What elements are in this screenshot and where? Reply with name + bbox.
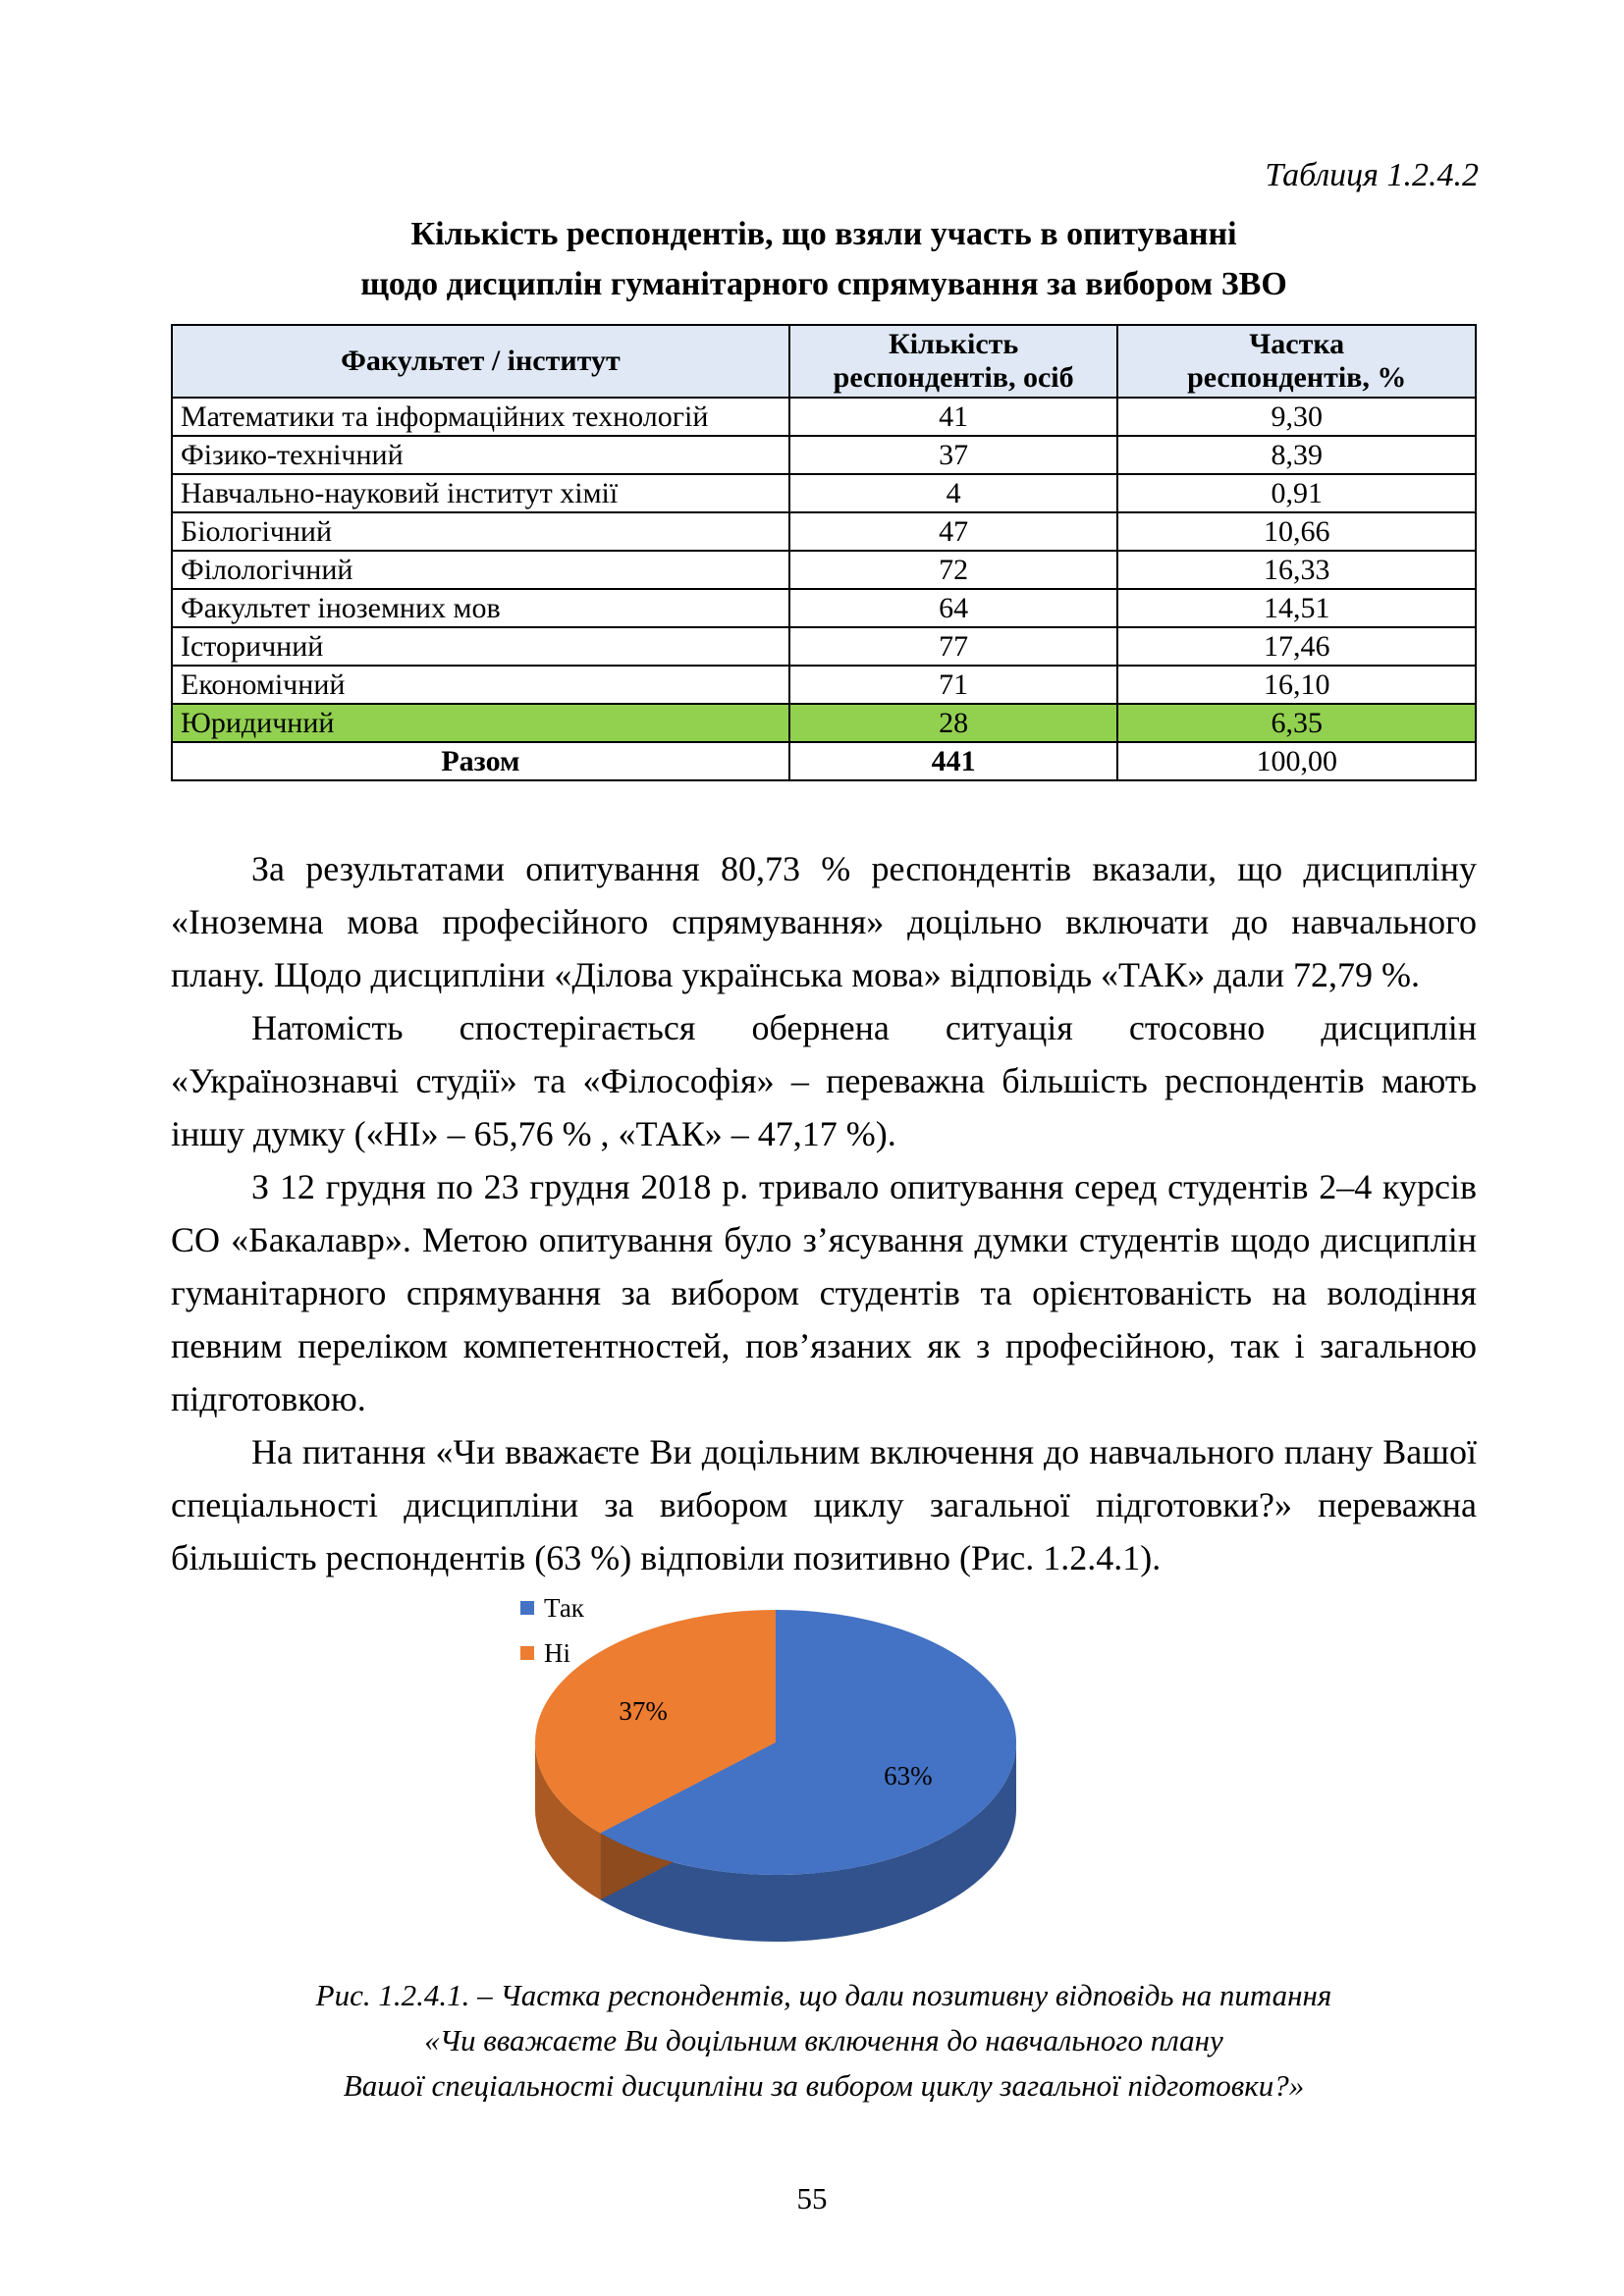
row-count-cell: 37: [789, 436, 1118, 474]
header-count-line-2: респондентів, осіб: [833, 361, 1074, 394]
table-row: [172, 627, 1476, 666]
row-share-cell: 14,51: [1117, 589, 1476, 627]
row-share-cell: 10,66: [1117, 512, 1476, 551]
row-faculty-cell: Економічний: [172, 666, 789, 704]
table-label: Таблиця 1.2.4.2: [1265, 157, 1479, 193]
figure-caption: [171, 1973, 1477, 2109]
row-count-cell: 28: [789, 704, 1118, 742]
caption-line-2: «Чи вважаєте Ви доцільним включення до навчального плану: [424, 2023, 1223, 2057]
row-share-cell: 17,46: [1117, 627, 1476, 666]
row-count-cell: 47: [789, 512, 1118, 551]
row-share-cell: 9,30: [1117, 398, 1476, 436]
table-row: [172, 436, 1476, 474]
header-faculty: Факультет / інститут: [172, 325, 789, 398]
row-count-cell: 77: [789, 627, 1118, 666]
table-row: [172, 512, 1476, 551]
header-count-line-1: Кількість: [888, 328, 1019, 360]
paragraph-2: Натомість спостерігається обернена ситуація стосовно дисциплін «Українознавчі студії» та «Філософія» – переважна більшість респондентів мають іншу думку («НІ» – 65,76 % , «ТАК» – 47,17 %).: [171, 1008, 1477, 1153]
table-row: [172, 589, 1476, 627]
row-share-cell: 16,10: [1117, 666, 1476, 704]
legend-label-yes: Так: [544, 1593, 584, 1623]
legend-label-no: Ні: [544, 1638, 570, 1668]
row-count-cell: 71: [789, 666, 1118, 704]
total-count: 441: [789, 742, 1118, 780]
pie-data-label-1: 37%: [619, 1695, 668, 1726]
pie-data-label-0: 63%: [884, 1761, 933, 1791]
table-row: [172, 474, 1476, 512]
table-title: [171, 209, 1477, 309]
row-faculty-cell: Фізико-технічний: [172, 436, 789, 474]
row-share-cell: 8,39: [1117, 436, 1476, 474]
table-row: [172, 551, 1476, 589]
row-share-cell: 6,35: [1117, 704, 1476, 742]
caption-line-1: Рис. 1.2.4.1. – Частка респондентів, що дали позитивну відповідь на питання: [315, 1978, 1332, 2012]
paragraph-1: За результатами опитування 80,73 % респондентів вказали, що дисципліну «Іноземна мова професійного спрямування» доцільно включати до навчального плану. Щодо дисципліни «Ділова українська мова» відповідь «ТАК» дали 72,79 %.: [171, 849, 1477, 994]
body-text: [171, 842, 1477, 1584]
row-faculty-cell: Математики та інформаційних технологій: [172, 398, 789, 436]
pie-chart: [530, 1571, 1100, 1963]
table-total-row: [172, 742, 1476, 780]
row-share-cell: 0,91: [1117, 474, 1476, 512]
row-faculty-cell: Філологічний: [172, 551, 789, 589]
paragraph-4: На питання «Чи вважаєте Ви доцільним включення до навчального плану Вашої спеціальності дисципліни за вибором циклу загальної підготовки?» переважна більшість респондентів (63 %) відповіли позитивно (Рис. 1.2.4.1).: [171, 1432, 1477, 1577]
row-faculty-cell: Факультет іноземних мов: [172, 589, 789, 627]
caption-line-3: Вашої спеціальності дисципліни за вибором циклу загальної підготовки?»: [343, 2068, 1305, 2103]
row-faculty-cell: Навчально-науковий інститут хімії: [172, 474, 789, 512]
header-share-line-2: респондентів, %: [1187, 361, 1407, 394]
table-row: [172, 398, 1476, 436]
table-header-row: [172, 325, 1476, 398]
total-share: 100,00: [1117, 742, 1476, 780]
row-count-cell: 41: [789, 398, 1118, 436]
header-share-line-1: Частка: [1249, 328, 1345, 360]
table-row: [172, 704, 1476, 742]
row-faculty-cell: Юридичний: [172, 704, 789, 742]
table-title-line-2: щодо дисциплін гуманітарного спрямування за вибором ЗВО: [360, 266, 1287, 302]
header-share: [1117, 325, 1476, 398]
page-number: 55: [796, 2181, 828, 2216]
row-count-cell: 64: [789, 589, 1118, 627]
header-count: [789, 325, 1118, 398]
table-title-line-1: Кількість респондентів, що взяли участь в опитуванні: [410, 216, 1237, 252]
table-row: [172, 666, 1476, 704]
row-count-cell: 4: [789, 474, 1118, 512]
row-count-cell: 72: [789, 551, 1118, 589]
row-faculty-cell: Біологічний: [172, 512, 789, 551]
total-label: Разом: [172, 742, 789, 780]
paragraph-3: З 12 грудня по 23 грудня 2018 р. тривало опитування серед студентів 2–4 курсів СО «Бакалавр». Метою опитування було з’ясування думки студентів щодо дисциплін гуманітарного спрямування за вибором студентів та орієнтованість на володіння певним переліком компетентностей, пов’язаних як з професійною, так і загальною підготовкою.: [171, 1167, 1477, 1418]
table-body: [172, 398, 1476, 742]
row-share-cell: 16,33: [1117, 551, 1476, 589]
respondents-table: [171, 324, 1477, 781]
row-faculty-cell: Історичний: [172, 627, 789, 666]
